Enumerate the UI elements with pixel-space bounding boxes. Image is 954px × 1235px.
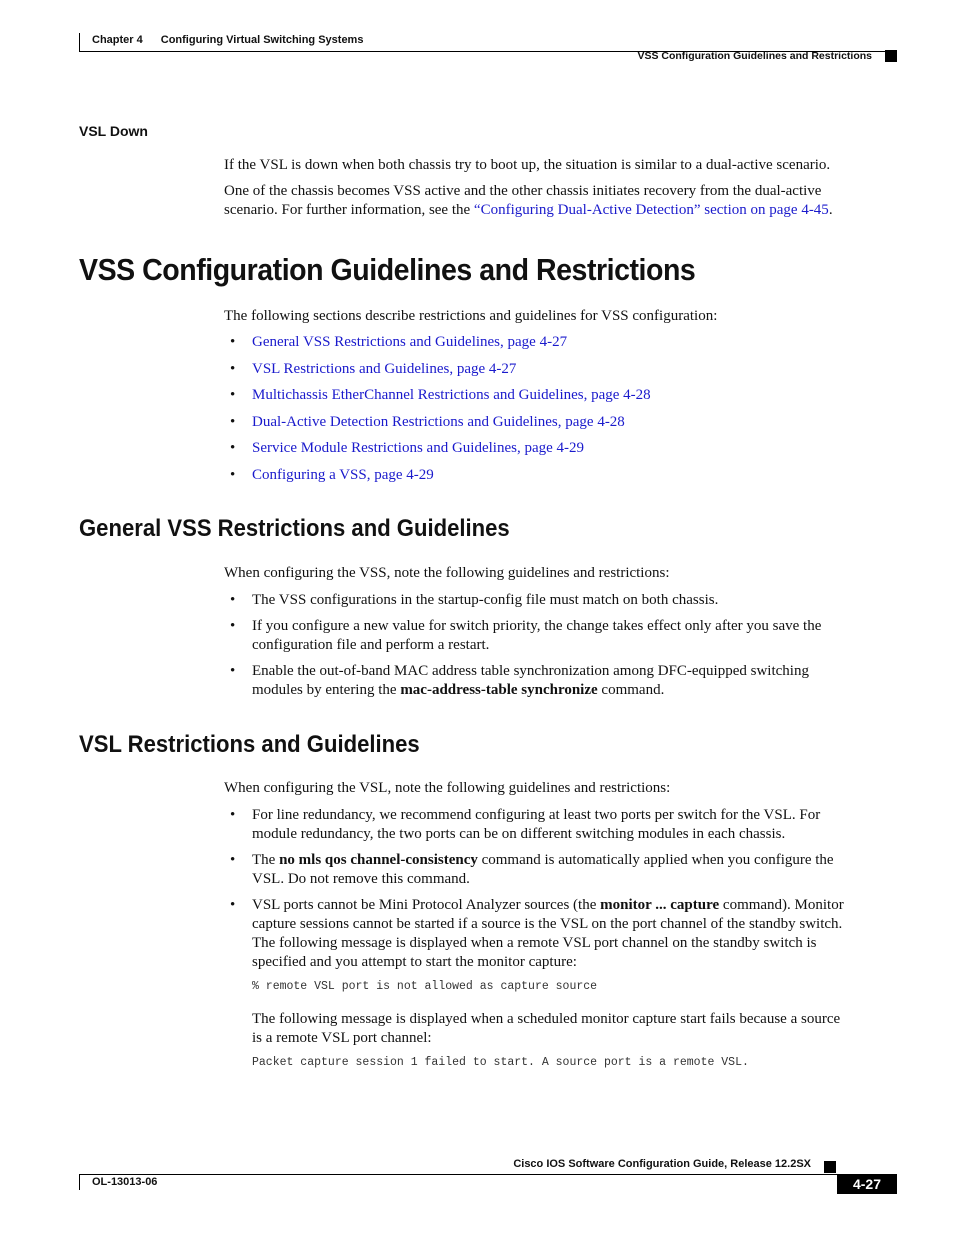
- text-line: [252, 851, 880, 870]
- heading-vsl-restrictions: VSL Restrictions and Guidelines: [79, 731, 420, 758]
- header-marker: [885, 50, 897, 62]
- command-name: no mls qos channel-consistency: [279, 852, 478, 868]
- paragraph: [252, 1010, 897, 1048]
- link-service-module[interactable]: Service Module Restrictions and Guidelines, page 4-29: [252, 440, 585, 456]
- running-header-chapter: [92, 34, 363, 46]
- bullet: •: [230, 592, 236, 608]
- list-item: [230, 466, 880, 485]
- link-general-vss[interactable]: General VSS Restrictions and Guidelines, page 4-27: [252, 334, 568, 350]
- link-vsl-restrictions[interactable]: VSL Restrictions and Guidelines, page 4-27: [252, 361, 517, 377]
- list-item: [230, 662, 880, 700]
- text-line: module redundancy, the two ports can be on different switching modules in each chassis.: [252, 826, 786, 842]
- link-configuring-vss[interactable]: Configuring a VSS, page 4-29: [252, 467, 434, 483]
- command-name: monitor ... capture: [600, 897, 720, 913]
- paragraph: [224, 182, 896, 220]
- bullet: •: [230, 897, 236, 913]
- heading-general-vss: General VSS Restrictions and Guidelines: [79, 515, 510, 542]
- running-header-section: VSS Configuration Guidelines and Restrictions: [637, 50, 872, 62]
- text-line: For line redundancy, we recommend configuring at least two ports per switch for the VSL. For: [252, 807, 821, 823]
- list-item: [230, 386, 880, 405]
- text-line: specified and you attempt to start the monitor capture:: [252, 954, 577, 970]
- text-span: .: [828, 202, 833, 218]
- text-span: scenario. For further information, see the: [224, 202, 474, 218]
- text-line: If you configure a new value for switch priority, the change takes effect only after you save the: [252, 618, 822, 634]
- text-span: modules by entering the: [252, 682, 401, 698]
- list-item: [230, 896, 880, 972]
- bullet: •: [230, 807, 236, 823]
- text-span: The: [252, 852, 280, 868]
- footer-rule-vertical: [79, 1174, 80, 1190]
- bullet: •: [230, 663, 236, 679]
- list-item: [230, 806, 880, 844]
- list-item: [230, 851, 880, 889]
- text-line: [224, 201, 896, 220]
- bullet: •: [230, 361, 236, 377]
- text-line: [252, 896, 880, 915]
- paragraph: When configuring the VSS, note the following guidelines and restrictions:: [224, 565, 670, 581]
- code-sample: Packet capture session 1 failed to start. A source port is a remote VSL.: [252, 1056, 749, 1069]
- list-item: [230, 617, 880, 655]
- code-sample: % remote VSL port is not allowed as capture source: [252, 980, 598, 993]
- header-rule-vertical: [79, 33, 80, 52]
- text-line: is a remote VSL port channel:: [252, 1030, 432, 1046]
- footer-doc-number: OL-13013-06: [92, 1176, 158, 1188]
- text-line: VSL. Do not remove this command.: [252, 871, 470, 887]
- chapter-title: Configuring Virtual Switching Systems: [160, 34, 364, 46]
- text-line: [252, 681, 880, 700]
- bullet: •: [230, 618, 236, 634]
- bullet: •: [230, 852, 236, 868]
- text-span: VSL ports cannot be Mini Protocol Analyzer sources (the: [252, 897, 601, 913]
- heading-vsl-down: VSL Down: [79, 123, 148, 139]
- text-line: Enable the out-of-band MAC address table synchronization among DFC-equipped switching: [252, 663, 809, 679]
- footer-guide-title: Cisco IOS Software Configuration Guide, Release 12.2SX: [513, 1158, 811, 1170]
- command-name: mac-address-table synchronize: [400, 682, 598, 698]
- text-line: One of the chassis becomes VSS active and the other chassis initiates recovery from the dual-active: [224, 183, 822, 199]
- text-line: The following message is displayed when a remote VSL port channel on the standby switch is: [252, 935, 817, 951]
- page-title: VSS Configuration Guidelines and Restrictions: [79, 252, 696, 287]
- paragraph: When configuring the VSL, note the following guidelines and restrictions:: [224, 780, 671, 796]
- bullet: •: [230, 334, 236, 350]
- link-dual-active[interactable]: Dual-Active Detection Restrictions and Guidelines, page 4-28: [252, 414, 625, 430]
- footer-rule: [79, 1174, 894, 1175]
- list-item: [230, 333, 880, 352]
- list-item: [230, 360, 880, 379]
- bullet: •: [230, 414, 236, 430]
- text-line: capture sessions cannot be started if a source is the VSL on the port channel of the standby switch.: [252, 916, 843, 932]
- paragraph: If the VSL is down when both chassis try to boot up, the situation is similar to a dual-active scenario.: [224, 157, 831, 173]
- text-span: command.: [597, 682, 665, 698]
- bullet: •: [230, 440, 236, 456]
- link-dual-active-detection[interactable]: “Configuring Dual-Active Detection” section on page 4-45: [473, 202, 829, 218]
- bullet: •: [230, 467, 236, 483]
- list-item-text: The VSS configurations in the startup-config file must match on both chassis.: [252, 592, 719, 608]
- bullet: •: [230, 387, 236, 403]
- chapter-label: Chapter 4: [92, 34, 143, 46]
- text-line: configuration file and perform a restart.: [252, 637, 490, 653]
- paragraph: The following sections describe restrictions and guidelines for VSS configuration:: [224, 308, 718, 324]
- footer-marker: [824, 1161, 836, 1173]
- text-span: command). Monitor: [719, 897, 844, 913]
- text-line: The following message is displayed when a scheduled monitor capture start fails because a source: [252, 1011, 841, 1027]
- page-number: 4-27: [852, 1176, 882, 1192]
- link-multichassis[interactable]: Multichassis EtherChannel Restrictions and Guidelines, page 4-28: [252, 387, 651, 403]
- text-span: command is automatically applied when you configure the: [477, 852, 834, 868]
- list-item: [230, 439, 880, 458]
- list-item: [230, 413, 880, 432]
- list-item: [230, 591, 880, 610]
